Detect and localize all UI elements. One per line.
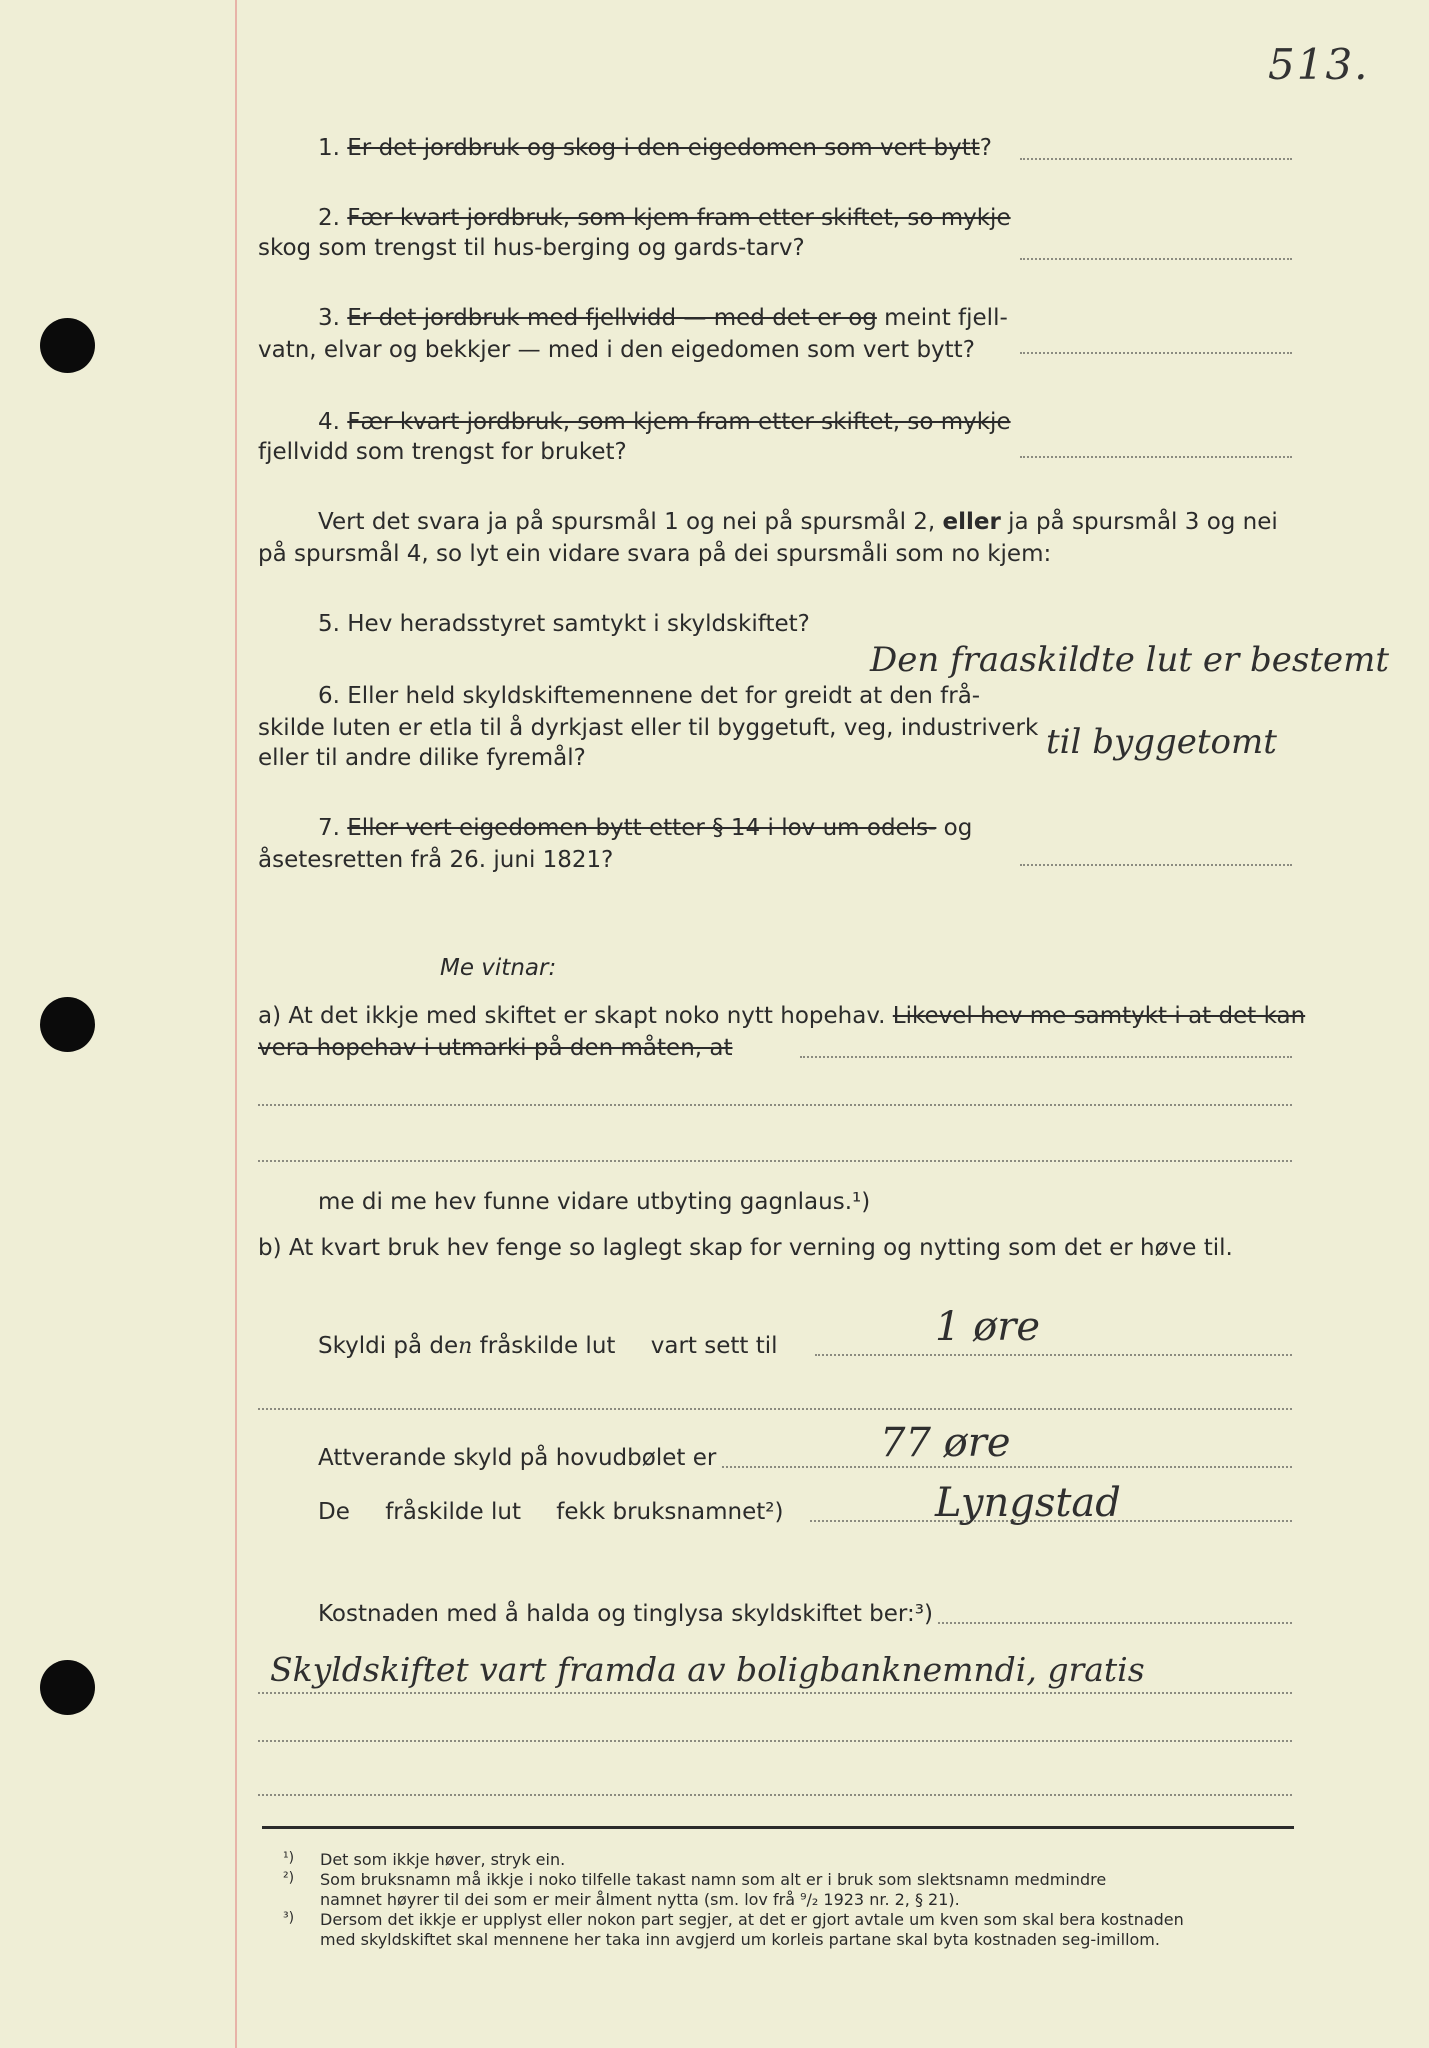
question-7-line1 [318, 812, 972, 844]
question-2-line1 [318, 202, 1011, 234]
footnote-3-line2: med skyldskiftet skal mennene her taka inn avgjerd um korleis partane skal byta kostnaden seg-imillom. [320, 1930, 1160, 1949]
punch-hole-top [40, 318, 95, 373]
skyld-dots [815, 1354, 1292, 1356]
q2-answer-line [1020, 258, 1292, 260]
page-number: 513. [1268, 40, 1370, 89]
skyld-label-a: Skyldi på de [318, 1333, 459, 1359]
instruction-bold: eller [942, 509, 1001, 535]
bruksnamn-value: Lyngstad [935, 1480, 1121, 1526]
witness-heading: Me vitnar: [440, 955, 557, 981]
question-4-line1 [318, 406, 1011, 438]
skyld-label-c: vart sett til [650, 1333, 778, 1359]
kostnad-dots-1 [938, 1622, 1292, 1624]
bruksnamn-label-b: fråskilde lut [385, 1499, 521, 1525]
question-6-line1: 6. Eller held skyldskiftemennene det for greidt at den frå- [318, 683, 981, 709]
witness-a-struck1: Likevel hev me samtykt i at det kan [892, 1003, 1306, 1029]
footnote-2-line1: Som bruksnamn må ikkje i noko tilfelle takast namn som alt er i bruk som slektsnamn medmindre [320, 1870, 1107, 1889]
attverande-value: 77 øre [880, 1420, 1011, 1466]
q7-number: 7. [318, 815, 340, 841]
q7-struck-text: Eller vert eigedomen bytt etter § 14 i lov um odels- [347, 815, 937, 841]
witness-a-dots-1 [258, 1104, 1292, 1106]
q3-rest: meint fjell- [876, 305, 1008, 331]
bruksnamn-label-a: De [318, 1499, 350, 1525]
attverande-label: Attverande skyld på hovudbølet er [318, 1445, 717, 1471]
q3-answer-line [1020, 352, 1292, 354]
skyld-label [318, 1330, 778, 1363]
kostnad-label: Kostnaden med å halda og tinglysa skyldskiftet ber:³) [318, 1601, 933, 1627]
q7-answer-line [1020, 864, 1292, 866]
instruction-line1 [318, 506, 1278, 538]
witness-a-line2: vera hopehav i utmarki på den måten, at [258, 1035, 733, 1061]
footnote-1-line1: Det som ikkje høver, stryk ein. [320, 1850, 566, 1869]
q6-handwritten-answer-line1: Den fraaskildte lut er bestemt [870, 640, 1390, 680]
witness-a-line3: me di me hev funne vidare utbyting gagnlaus.¹) [318, 1189, 871, 1215]
kostnad-dots-4 [258, 1794, 1292, 1796]
q1-struck-text: Er det jordbruk og skog i den eigedomen som vert bytt [347, 135, 980, 161]
footnote-2-mark: ²) [283, 1870, 295, 1886]
question-7-line2: åsetesretten frå 26. juni 1821? [258, 847, 614, 873]
witness-a-line2-dots [800, 1056, 1292, 1058]
q3-number: 3. [318, 305, 340, 331]
q3-struck-text: Er det jordbruk med fjellvidd — med det er og [347, 305, 877, 331]
footnote-1-mark: ¹) [283, 1850, 295, 1866]
q6-handwritten-answer-line2: til byggetomt [1046, 722, 1277, 762]
kostnad-dots-2 [258, 1692, 1292, 1694]
q1-rest: ? [979, 135, 992, 161]
witness-a-dots-2 [258, 1160, 1292, 1162]
question-1 [318, 132, 992, 164]
question-5: 5. Hev heradsstyret samtykt i skyldskiftet? [318, 611, 810, 637]
bruksnamn-label [318, 1496, 783, 1528]
q4-answer-line [1020, 456, 1292, 458]
q2-struck-text: Fær kvart jordbruk, som kjem fram etter skiftet, so mykje [347, 205, 1011, 231]
bruksnamn-label-c: fekk bruksnamnet²) [556, 1499, 784, 1525]
footnote-divider [262, 1826, 1294, 1829]
question-6-line3: eller til andre dilike fyremål? [258, 745, 586, 771]
question-3-line2: vatn, elvar og bekkjer — med i den eigedomen som vert bytt? [258, 337, 975, 363]
footnote-2-line2: namnet høyrer til dei som er meir ålment nytta (sm. lov frå ⁹/₂ 1923 nr. 2, § 21). [320, 1890, 960, 1909]
punch-hole-middle [40, 997, 95, 1052]
question-4-line2: fjellvidd som trengst for bruket? [258, 439, 627, 465]
q7-rest: og [936, 815, 973, 841]
footnote-3-mark: ³) [283, 1910, 295, 1926]
instruction-line2: på spursmål 4, so lyt ein vidare svara på dei spursmåli som no kjem: [258, 541, 1052, 567]
question-6-line2: skilde luten er etla til å dyrkjast eller til byggetuft, veg, industriverk [258, 715, 1039, 741]
kostnad-dots-3 [258, 1740, 1292, 1742]
witness-a-line1 [258, 1000, 1305, 1032]
attverande-dots [722, 1466, 1292, 1468]
question-3-line1 [318, 302, 1008, 334]
margin-line [235, 0, 237, 2048]
skyld-label-b: fråskilde lut [479, 1333, 616, 1359]
instruction-part-b: ja på spursmål 3 og nei [1008, 509, 1278, 535]
q4-struck-text: Fær kvart jordbruk, som kjem fram etter skiftet, so mykje [347, 409, 1011, 435]
punch-hole-bottom [40, 1660, 95, 1715]
q4-number: 4. [318, 409, 340, 435]
witness-a-text: a) At det ikkje med skiftet er skapt noko nytt hopehav. [258, 1003, 886, 1029]
skyld-insert: n [458, 1334, 473, 1359]
instruction-part-a: Vert det svara ja på spursmål 1 og nei på spursmål 2, [318, 509, 936, 535]
skyld-dots-2 [258, 1408, 1292, 1410]
kostnad-value: Skyldskiftet vart framda av boligbanknemndi, gratis [270, 1650, 1145, 1689]
footnote-3-line1: Dersom det ikkje er upplyst eller nokon part segjer, at det er gjort avtale um kven som skal bera kostnaden [320, 1910, 1184, 1929]
q1-answer-line [1020, 158, 1292, 160]
question-2-line2: skog som trengst til hus-berging og gards-tarv? [258, 235, 805, 261]
witness-b: b) At kvart bruk hev fenge so laglegt skap for verning og nytting som det er høve til. [258, 1235, 1233, 1261]
q2-number: 2. [318, 205, 340, 231]
q1-number: 1. [318, 135, 340, 161]
skyld-value: 1 øre [935, 1304, 1041, 1350]
